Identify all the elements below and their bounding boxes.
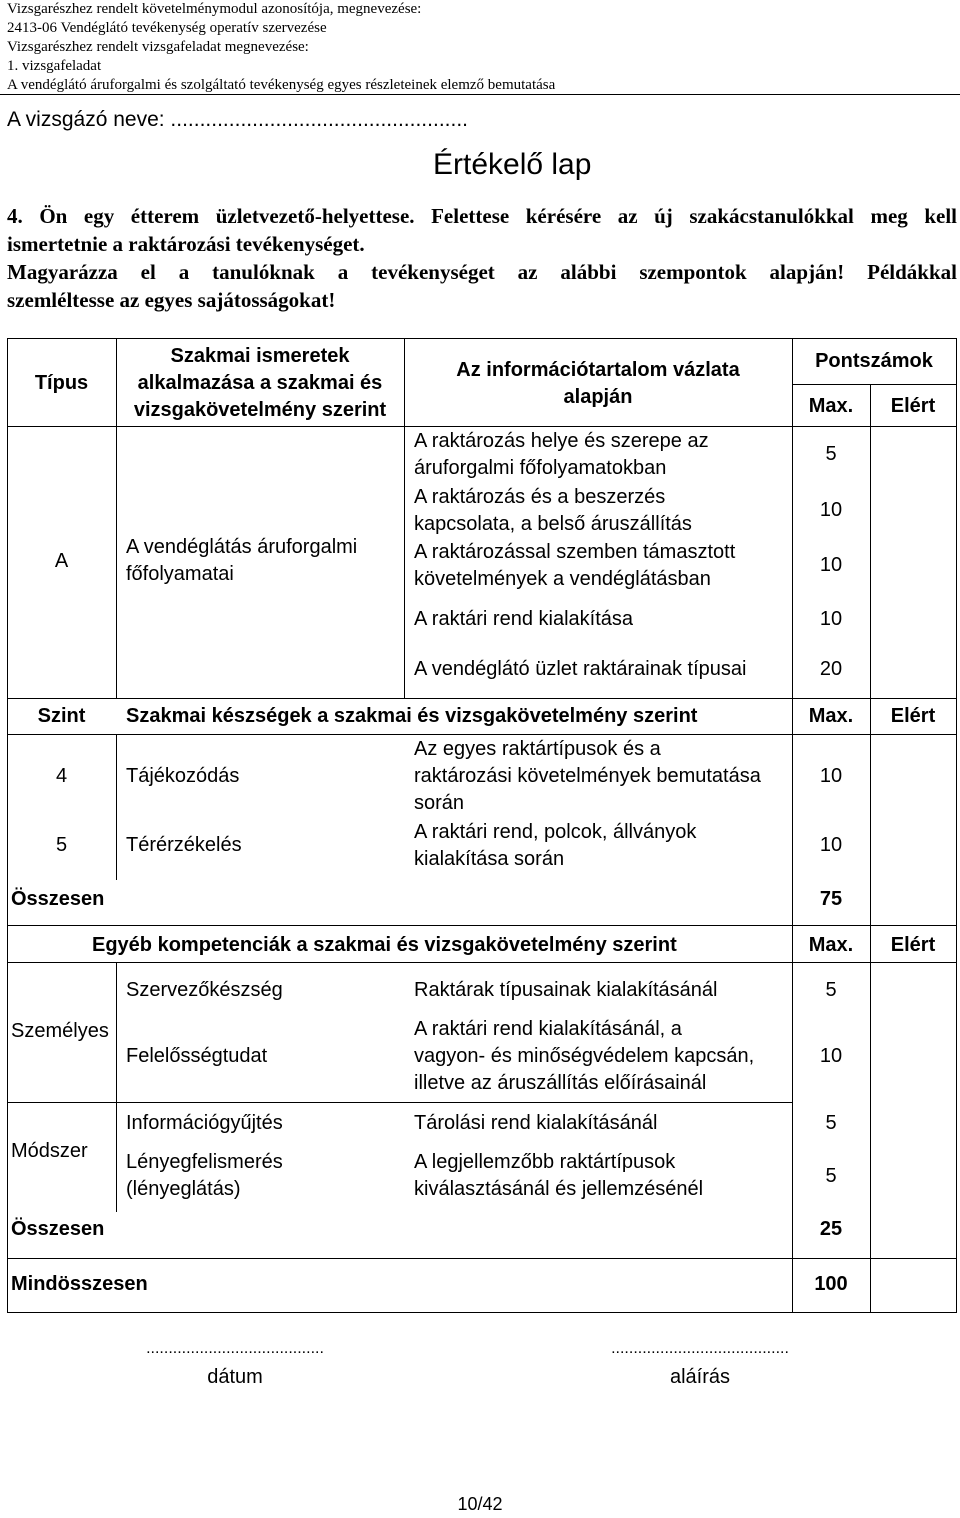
- comp-row-3-name: Információgyűjtés: [126, 1112, 283, 1134]
- comp-row-2-desc-2: vagyon- és minőségvédelem kapcsán,: [414, 1045, 755, 1067]
- info-row-3-line-1: A raktározással szemben támasztott: [414, 541, 736, 563]
- competencies-max-header: Max.: [808, 934, 854, 956]
- comp-row-2-max: 10: [819, 1045, 843, 1067]
- competencies-total-value: 25: [819, 1218, 843, 1240]
- exam-task-name: A vendéglátó áruforgalmi és szolgáltató tevékenység egyes részleteinek elemző bemutatása: [7, 77, 556, 93]
- comp-row-2-desc-3: illetve az áruszállítás előírásainál: [414, 1072, 707, 1094]
- knowledge-value-1: A vendéglátás áruforgalmi: [126, 536, 358, 558]
- knowledge-header-1: Szakmai ismeretek: [170, 345, 350, 367]
- knowledge-value-2: főfolyamatai: [126, 563, 234, 585]
- skills-reached-header: Elért: [890, 705, 936, 727]
- module-name: 2413-06 Vendéglátó tevékenység operatív szervezése: [7, 20, 327, 36]
- competencies-total-label: Összesen: [11, 1218, 105, 1240]
- info-row-2-line-1: A raktározás és a beszerzés: [414, 486, 666, 508]
- signature-dots: ........................................: [611, 1340, 789, 1357]
- skills-header: Szakmai készségek a szakmai és vizsgakövetelmény szerint: [126, 705, 698, 727]
- reached-header: Elért: [890, 395, 936, 417]
- skill-row-1-desc-2: raktározási követelmények bemutatása: [414, 765, 761, 787]
- info-header-1: Az információtartalom vázlata: [456, 359, 740, 381]
- skill-row-2-desc-2: kialakítása során: [414, 848, 565, 870]
- comp-row-4-name-2: (lényeglátás): [126, 1178, 241, 1200]
- skills-total-value: 75: [819, 888, 843, 910]
- comp-row-3-desc-1: Tárolási rend kialakításánál: [414, 1112, 658, 1134]
- skill-row-2-desc-1: A raktári rend, polcok, állványok: [414, 821, 697, 843]
- info-row-2-max: 10: [819, 499, 843, 521]
- points-header: Pontszámok: [815, 350, 933, 372]
- knowledge-header-2: alkalmazása a szakmai és: [137, 372, 383, 394]
- skill-row-1-name: Tájékozódás: [126, 765, 240, 787]
- comp-row-3-max: 5: [825, 1112, 837, 1134]
- exam-task-label: Vizsgarészhez rendelt vizsgafeladat megnevezése:: [7, 39, 309, 55]
- skill-row-2-max: 10: [819, 834, 843, 856]
- info-row-5-max: 20: [819, 658, 843, 680]
- exam-task-number: 1. vizsgafeladat: [7, 58, 102, 74]
- group-method: Módszer: [11, 1140, 88, 1162]
- comp-row-2-name: Felelősségtudat: [126, 1045, 268, 1067]
- skills-total-label: Összesen: [11, 888, 105, 910]
- type-value: A: [54, 550, 69, 572]
- task-line-2: ismertetnie a raktározási tevékenységet.: [7, 232, 365, 256]
- candidate-name-field: A vizsgázó neve: ...................................................: [7, 108, 468, 131]
- skill-row-2-name: Térérzékelés: [126, 834, 242, 856]
- max-header: Max.: [808, 395, 854, 417]
- group-personal: Személyes: [11, 1020, 109, 1042]
- page-number: 10/42: [457, 1494, 503, 1514]
- skill-row-1-max: 10: [819, 765, 843, 787]
- comp-row-4-desc-2: kiválasztásánál és jellemzésénél: [414, 1178, 704, 1200]
- info-row-5-line-1: A vendéglátó üzlet raktárainak típusai: [414, 658, 747, 680]
- skill-row-2-level: 5: [55, 834, 68, 856]
- level-header: Szint: [37, 705, 86, 727]
- comp-row-4-desc-1: A legjellemzőbb raktártípusok: [414, 1151, 676, 1173]
- skill-row-1-desc-3: során: [414, 792, 465, 814]
- page-title: Értékelő lap: [433, 148, 592, 181]
- task-line-3: Magyarázza el a tanulóknak a tevékenységet az alábbi szempontok alapján! Példákkal: [7, 260, 957, 284]
- header-divider: [0, 94, 960, 95]
- competencies-reached-header: Elért: [890, 934, 936, 956]
- info-row-1-max: 5: [825, 443, 837, 465]
- skill-row-1-level: 4: [55, 765, 68, 787]
- info-row-4-max: 10: [819, 608, 843, 630]
- knowledge-header-3: vizsgakövetelmény szerint: [133, 399, 387, 421]
- comp-row-4-max: 5: [825, 1165, 837, 1187]
- comp-row-1-max: 5: [825, 979, 837, 1001]
- skill-row-1-desc-1: Az egyes raktártípusok és a: [414, 738, 661, 760]
- skills-max-header: Max.: [808, 705, 854, 727]
- competencies-header: Egyéb kompetenciák a szakmai és vizsgakövetelmény szerint: [92, 934, 677, 956]
- module-label: Vizsgarészhez rendelt követelménymodul azonosítója, megnevezése:: [7, 1, 422, 17]
- grand-total-value: 100: [814, 1273, 848, 1295]
- comp-row-1-desc-1: Raktárak típusainak kialakításánál: [414, 979, 718, 1001]
- date-dots: ........................................: [146, 1340, 324, 1357]
- comp-row-2-desc-1: A raktári rend kialakításánál, a: [414, 1018, 682, 1040]
- comp-row-4-name-1: Lényegfelismerés: [126, 1151, 283, 1173]
- date-label: dátum: [207, 1366, 263, 1388]
- info-header-2: alapján: [563, 386, 633, 408]
- info-row-3-line-2: követelmények a vendéglátásban: [414, 568, 711, 590]
- info-row-1-line-2: áruforgalmi főfolyamatokban: [414, 457, 667, 479]
- task-line-1: 4. Ön egy étterem üzletvezető-helyettese. Felettese kérésére az új szakácstanulókkal meg kell: [7, 204, 957, 228]
- comp-row-1-name: Szervezőkészség: [126, 979, 283, 1001]
- info-row-4-line-1: A raktári rend kialakítása: [414, 608, 633, 630]
- info-row-1-line-1: A raktározás helye és szerepe az: [414, 430, 709, 452]
- type-header: Típus: [34, 372, 89, 394]
- task-line-4: szemléltesse az egyes sajátosságokat!: [7, 288, 336, 312]
- info-row-2-line-2: kapcsolata, a belső áruszállítás: [414, 513, 692, 535]
- signature-label: aláírás: [669, 1366, 731, 1388]
- grand-total-label: Mindösszesen: [11, 1273, 148, 1295]
- info-row-3-max: 10: [819, 554, 843, 576]
